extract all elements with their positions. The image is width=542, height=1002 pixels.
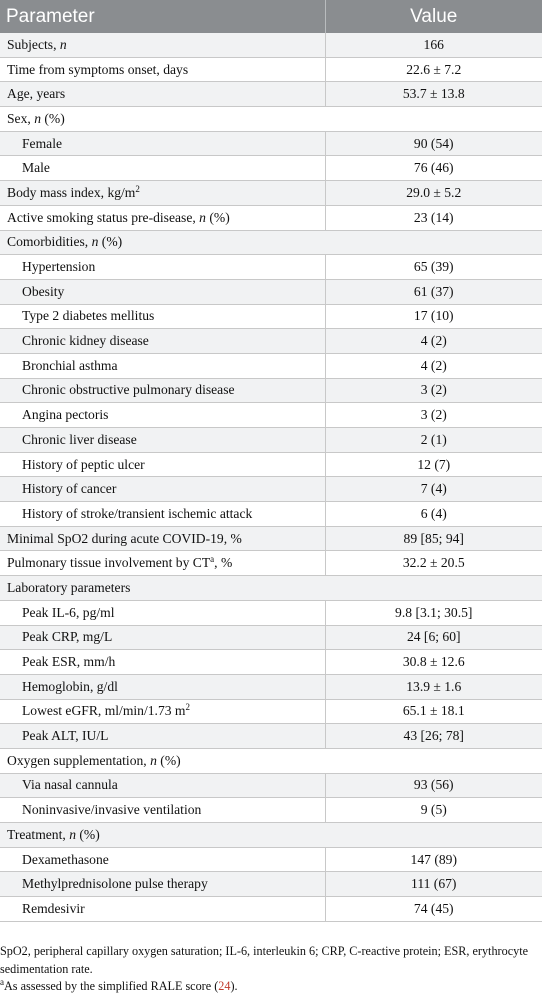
value-cell: 65 (39) [325, 255, 542, 280]
table-row [0, 897, 542, 922]
value-cell: 61 (37) [325, 279, 542, 304]
parameter-label: Bronchial asthma [22, 357, 118, 373]
table-row [0, 403, 542, 428]
table-row [0, 452, 542, 477]
parameter-cell [0, 724, 325, 749]
header-value: Value [325, 0, 542, 33]
table-row [0, 304, 542, 329]
value-cell: 111 (67) [325, 872, 542, 897]
value-cell: 4 (2) [325, 329, 542, 354]
value-cell: 17 (10) [325, 304, 542, 329]
parameter-italic: n [34, 110, 41, 126]
footnote-a [0, 978, 542, 996]
header-parameter: Parameter [0, 0, 325, 33]
table-group-row [0, 230, 542, 255]
value-cell: 12 (7) [325, 452, 542, 477]
parameter-label: Peak IL-6, pg/ml [22, 604, 115, 620]
value-cell: 9.8 [3.1; 30.5] [325, 600, 542, 625]
parameter-label: Dexamethasone [22, 851, 109, 867]
parameter-italic: n [59, 36, 67, 52]
parameter-label: Pulmonary tissue involvement by CT [7, 555, 211, 571]
value-cell: 76 (46) [325, 156, 542, 181]
table-group-row [0, 748, 542, 773]
parameter-label: Remdesivir [22, 900, 85, 916]
parameter-cell [0, 872, 325, 897]
parameter-label: Obesity [22, 283, 65, 299]
value-cell: 6 (4) [325, 502, 542, 527]
table-row [0, 625, 542, 650]
parameter-label: Comorbidities, [7, 234, 92, 250]
parameter-cell [0, 551, 325, 576]
table-row [0, 650, 542, 675]
parameter-label: Oxygen supplementation, [7, 752, 151, 768]
value-cell: 166 [325, 33, 542, 57]
value-cell: 13.9 ± 1.6 [325, 674, 542, 699]
table-row [0, 378, 542, 403]
parameter-label: Methylprednisolone pulse therapy [22, 876, 208, 892]
table-group-row [0, 823, 542, 848]
value-cell [325, 748, 542, 773]
parameter-cell [0, 156, 325, 181]
table-row [0, 279, 542, 304]
parameter-label: Noninvasive/invasive ventilation [22, 802, 202, 818]
table-row [0, 156, 542, 181]
parameter-cell [0, 304, 325, 329]
parameter-italic: n [199, 209, 206, 225]
parameter-suffix: , % [214, 555, 233, 571]
parameter-italic: n [69, 826, 76, 842]
table-group-row [0, 107, 542, 132]
parameter-italic: n [150, 752, 157, 768]
value-cell: 93 (56) [325, 773, 542, 798]
value-cell: 4 (2) [325, 353, 542, 378]
footnote-text-pre: As assessed by the simplified RALE score ( [4, 979, 219, 993]
value-cell: 7 (4) [325, 477, 542, 502]
parameter-cell [0, 502, 325, 527]
table-row [0, 181, 542, 206]
parameter-suffix: (%) [40, 110, 65, 126]
parameter-superscript: 2 [135, 183, 140, 194]
value-cell: 3 (2) [325, 378, 542, 403]
table-row [0, 82, 542, 107]
parameter-cell [0, 897, 325, 922]
parameter-cell [0, 205, 325, 230]
footnote-mark: a [0, 977, 4, 987]
table-row [0, 674, 542, 699]
table-row [0, 57, 542, 82]
parameter-cell [0, 452, 325, 477]
table-notes [0, 943, 542, 996]
table-group-row [0, 576, 542, 601]
parameter-cell [0, 699, 325, 724]
value-cell: 23 (14) [325, 205, 542, 230]
parameter-cell [0, 625, 325, 650]
parameter-cell [0, 847, 325, 872]
value-cell: 2 (1) [325, 428, 542, 453]
table-row [0, 526, 542, 551]
table-body [0, 33, 542, 921]
parameter-label: Treatment, [7, 826, 70, 842]
parameter-cell [0, 82, 325, 107]
parameter-cell [0, 650, 325, 675]
parameter-cell [0, 403, 325, 428]
table-row [0, 847, 542, 872]
parameter-italic: n [91, 234, 99, 250]
parameter-label: Peak ALT, IU/L [22, 728, 109, 744]
parameter-cell [0, 33, 325, 57]
value-cell [325, 576, 542, 601]
value-cell: 53.7 ± 13.8 [325, 82, 542, 107]
parameter-label: Subjects, [7, 36, 60, 52]
value-cell: 32.2 ± 20.5 [325, 551, 542, 576]
parameter-superscript: a [210, 554, 215, 565]
value-cell: 29.0 ± 5.2 [325, 181, 542, 206]
value-cell: 89 [85; 94] [325, 526, 542, 551]
reference-link[interactable]: 24 [218, 979, 231, 993]
parameter-label: History of cancer [22, 481, 117, 497]
value-cell: 90 (54) [325, 131, 542, 156]
parameter-label: Angina pectoris [22, 407, 109, 423]
parameter-label: Chronic liver disease [22, 431, 137, 447]
parameter-label: History of peptic ulcer [22, 456, 145, 472]
value-cell: 22.6 ± 7.2 [325, 57, 542, 82]
parameter-label: Sex, [7, 110, 35, 126]
table-row [0, 773, 542, 798]
parameter-cell [0, 428, 325, 453]
parameter-label: Peak ESR, mm/h [22, 654, 116, 670]
parameter-label: Female [22, 135, 63, 151]
table-row [0, 428, 542, 453]
parameter-cell [0, 748, 325, 773]
parameter-label: Type 2 diabetes mellitus [22, 308, 155, 324]
table-row [0, 353, 542, 378]
value-cell: 65.1 ± 18.1 [325, 699, 542, 724]
parameter-cell [0, 255, 325, 280]
parameter-cell [0, 131, 325, 156]
value-cell: 147 (89) [325, 847, 542, 872]
parameter-cell [0, 576, 325, 601]
table-row [0, 33, 542, 57]
footnote-text-post: ). [230, 979, 238, 993]
parameter-cell [0, 378, 325, 403]
parameter-cell [0, 773, 325, 798]
table-header-row [0, 0, 542, 33]
parameter-cell [0, 329, 325, 354]
parameter-label: Via nasal cannula [22, 777, 118, 793]
value-cell: 30.8 ± 12.6 [325, 650, 542, 675]
parameter-cell [0, 600, 325, 625]
parameter-label: Laboratory parameters [7, 579, 131, 595]
value-cell: 24 [6; 60] [325, 625, 542, 650]
value-cell [325, 107, 542, 132]
parameter-label: Age, years [7, 86, 66, 102]
table-row [0, 724, 542, 749]
parameter-label: History of stroke/transient ischemic attack [22, 505, 253, 521]
table-row [0, 255, 542, 280]
value-cell: 9 (5) [325, 798, 542, 823]
parameter-cell [0, 526, 325, 551]
parameter-label: Active smoking status pre-disease, [7, 209, 200, 225]
table-row [0, 205, 542, 230]
table-row [0, 872, 542, 897]
parameter-cell [0, 181, 325, 206]
value-cell: 3 (2) [325, 403, 542, 428]
value-cell [325, 230, 542, 255]
parameter-label: Time from symptoms onset, days [7, 61, 189, 77]
parameter-suffix: (%) [75, 826, 100, 842]
parameter-cell [0, 107, 325, 132]
parameter-label: Chronic obstructive pulmonary disease [22, 382, 235, 398]
table-row [0, 329, 542, 354]
table-row [0, 798, 542, 823]
parameter-suffix: (%) [205, 209, 230, 225]
parameter-cell [0, 798, 325, 823]
value-cell [325, 823, 542, 848]
value-cell: 74 (45) [325, 897, 542, 922]
parameter-cell [0, 823, 325, 848]
table-row [0, 551, 542, 576]
table-row [0, 699, 542, 724]
parameter-suffix: (%) [98, 234, 123, 250]
parameter-superscript: 2 [185, 702, 191, 713]
parameter-cell [0, 674, 325, 699]
parameter-cell [0, 353, 325, 378]
parameter-cell [0, 230, 325, 255]
table-row [0, 600, 542, 625]
parameter-label: Minimal SpO2 during acute COVID-19, % [7, 530, 242, 546]
table-row [0, 477, 542, 502]
abbreviations-note: SpO2, peripheral capillary oxygen saturation; IL-6, interleukin 6; CRP, C-reactive protein; ESR, erythrocyte sedimentation rate. [0, 944, 528, 976]
table-row [0, 502, 542, 527]
parameter-label: Lowest eGFR, ml/min/1.73 m [22, 703, 186, 719]
parameter-suffix: (%) [156, 752, 181, 768]
parameter-label: Hypertension [22, 259, 96, 275]
parameter-cell [0, 279, 325, 304]
parameter-label: Male [22, 160, 50, 176]
table-row [0, 131, 542, 156]
value-cell: 43 [26; 78] [325, 724, 542, 749]
parameter-label: Peak CRP, mg/L [22, 629, 113, 645]
parameter-cell [0, 57, 325, 82]
parameter-label: Body mass index, kg/m [7, 184, 136, 200]
parameter-label: Chronic kidney disease [22, 333, 149, 349]
parameter-label: Hemoglobin, g/dl [22, 678, 118, 694]
parameter-cell [0, 477, 325, 502]
